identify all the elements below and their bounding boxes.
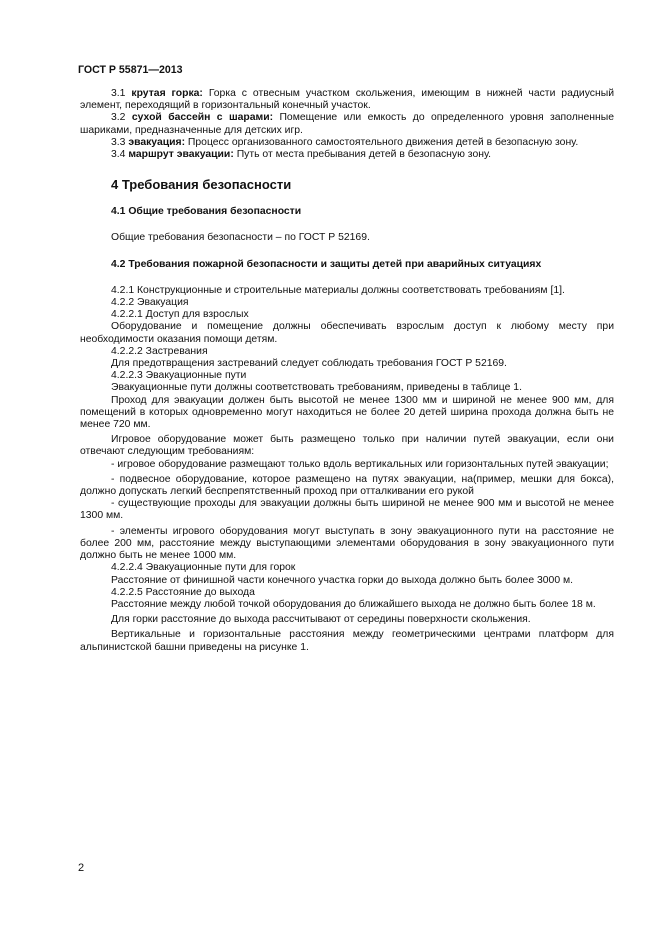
paragraph: Эвакуационные пути должны соответствовать требованиям, приведены в таблице 1.	[111, 382, 522, 394]
paragraph: Оборудование и помещение должны обеспечивать взрослым доступ к любому месту при необходимости оказания помощи детям.	[80, 321, 614, 345]
paragraph: Для горки расстояние до выхода рассчитывают от середины поверхности скольжения.	[111, 614, 531, 626]
term-label: маршрут эвакуации:	[128, 149, 234, 161]
document-header: ГОСТ Р 55871—2013	[78, 64, 183, 76]
paragraph: Вертикальные и горизонтальные расстояния между геометрическими центрами платформ для альпинистской башни приведены на рисунке 1.	[80, 629, 614, 653]
list-item: - элементы игрового оборудования могут выступать в зону эвакуационного пути на расстояние не более 200 мм, расстояние между выступающими элементами оборудования в зону эвакуационного пути должно быть не менее 1000 мм.	[80, 525, 614, 562]
subsection-heading-4-2: 4.2 Требования пожарной безопасности и защиты детей при аварийных ситуациях	[111, 258, 542, 270]
term-label: сухой бассейн с шарами:	[131, 112, 274, 124]
paragraph: Для предотвращения застреваний следует соблюдать требования ГОСТ Р 52169.	[111, 358, 507, 370]
clause-heading: 4.2.2.5 Расстояние до выхода	[111, 586, 255, 598]
paragraph: 4.2.1 Конструкционные и строительные материалы должны соответствовать требованиям [1].	[111, 284, 565, 296]
page-body	[80, 88, 614, 654]
paragraph: Расстояние от финишной части конечного участка горки до выхода должно быть более 3000 м.	[111, 574, 574, 586]
paragraph-4-1: Общие требования безопасности – по ГОСТ Р 52169.	[111, 232, 370, 244]
section-heading-4: 4 Требования безопасности	[111, 177, 292, 193]
list-item: - подвесное оборудование, которое размещено на путях эвакуации, на(пример, мешки для бокса), должно допускать легкий беспрепятственный проход при отталкивании его рукой	[80, 473, 614, 498]
clause-heading: 4.2.2.1 Доступ для взрослых	[111, 309, 249, 321]
term-label: крутая горка:	[131, 88, 203, 99]
clause-heading: 4.2.2.4 Эвакуационные пути для горок	[111, 562, 296, 574]
subsection-heading-4-1: 4.1 Общие требования безопасности	[111, 206, 302, 218]
definition-3-2: 3.2 сухой бассейн с шарами: Помещение или емкость до определенного уровня заполненные шариками, предназначенные для детских игр.	[80, 112, 614, 136]
clause-heading: 4.2.2 Эвакуация	[111, 297, 189, 309]
clause-heading: 4.2.2.2 Застревания	[111, 345, 208, 357]
definition-3-4: 3.4 маршрут эвакуации: Путь от места пребывания детей в безопасную зону.	[111, 149, 492, 161]
paragraph: Проход для эвакуации должен быть высотой не менее 1300 мм и шириной не менее 900 мм, для помещений в которых одновременно могут находиться не более 20 детей ширина прохода должна быть не менее 720 мм.	[80, 394, 614, 431]
clause-heading: 4.2.2.3 Эвакуационные пути	[111, 370, 247, 382]
definition-3-1: 3.1 крутая горка: Горка с отвесным участком скольжения, имеющим в нижней части радиусный элемент, переходящий в горизонтальный конечный участок.	[80, 88, 615, 112]
definition-3-3: 3.3 эвакуация: Процесс организованного самостоятельного движения детей в безопасную зону.	[111, 136, 579, 148]
paragraph: Игровое оборудование может быть размещено только при наличии путей эвакуации, если они отвечают следующим требованиям:	[80, 434, 614, 458]
list-item: - игровое оборудование размещают только вдоль вертикальных или горизонтальных путей эвакуации;	[111, 458, 609, 470]
paragraph: Расстояние между любой точкой оборудования до ближайшего выхода не должно быть более 18 м.	[111, 598, 596, 610]
term-label: эвакуация:	[128, 136, 186, 148]
list-item: - существующие проходы для эвакуации должны быть шириной не менее 900 мм и высотой не менее 1300 мм.	[80, 498, 614, 522]
page-number: 2	[78, 862, 85, 874]
